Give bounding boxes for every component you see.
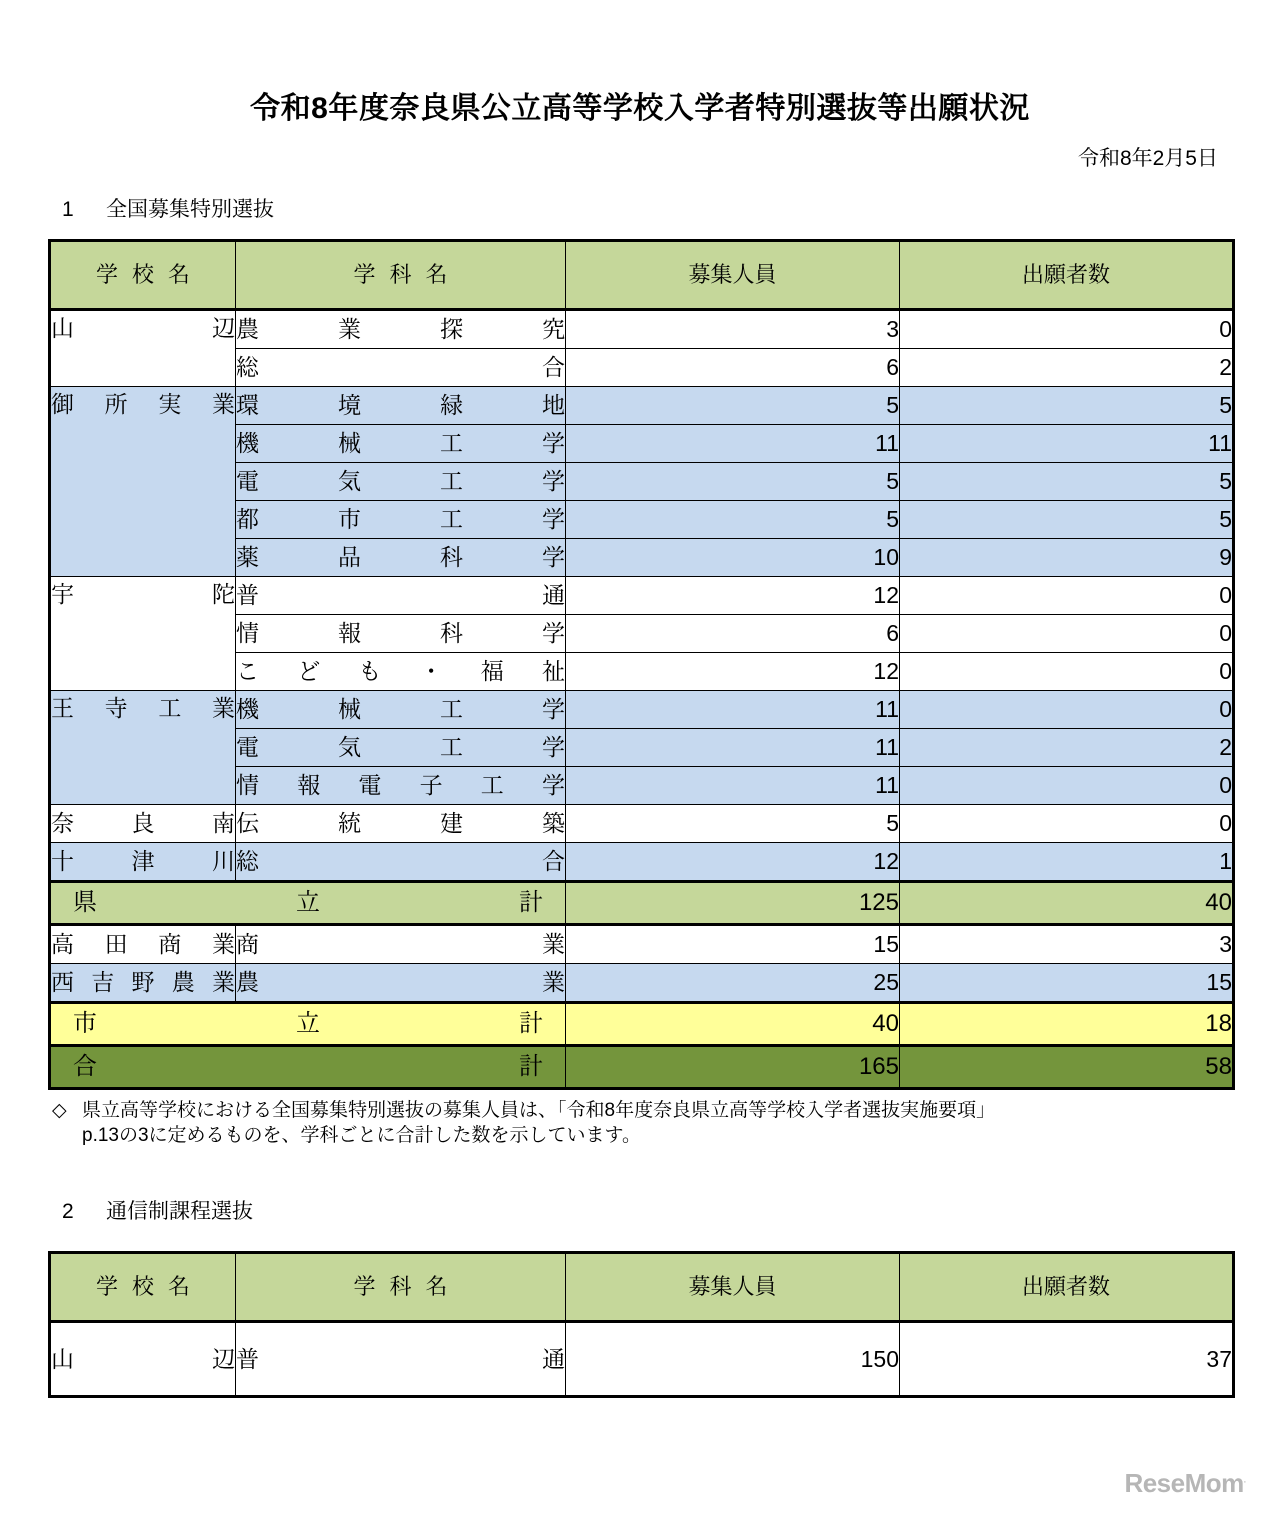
cell-quota: 11 <box>566 767 900 805</box>
cell-applicants: 0 <box>900 805 1234 843</box>
cell-department: 農 業 <box>236 964 566 1003</box>
prefectural-total-row <box>50 882 1234 925</box>
municipal-total-applicants: 18 <box>900 1003 1234 1046</box>
cell-applicants: 3 <box>900 925 1234 964</box>
cell-applicants: 5 <box>900 387 1234 425</box>
cell-applicants: 0 <box>900 653 1234 691</box>
footnote-line-1: 県立高等学校における全国募集特別選抜の募集人員は、「令和8年度奈良県立高等学校入学者選抜実施要項」 <box>82 1100 996 1122</box>
table-row <box>50 691 1234 729</box>
section-1-number: 1 <box>62 198 74 222</box>
cell-school: 十 津 川 <box>50 843 236 882</box>
spacer <box>0 221 1280 239</box>
table-row <box>50 925 1234 964</box>
cell-quota: 5 <box>566 463 900 501</box>
section-1-title: 全国募集特別選抜 <box>106 198 274 222</box>
grand-total-applicants: 58 <box>900 1046 1234 1089</box>
cell-quota: 12 <box>566 843 900 882</box>
prefectural-total-label: 県 立 計 <box>50 882 566 925</box>
cell-department: 薬 品 科 学 <box>236 539 566 577</box>
cell-school: 山 辺 <box>50 1322 236 1397</box>
column-header-department: 学科名 <box>236 241 566 310</box>
cell-quota: 6 <box>566 349 900 387</box>
section-1-table-wrap <box>0 239 1280 1090</box>
cell-quota: 12 <box>566 577 900 615</box>
cell-department: 商 業 <box>236 925 566 964</box>
section-2-table-wrap <box>0 1251 1280 1398</box>
table-row <box>50 1322 1234 1397</box>
cell-quota: 6 <box>566 615 900 653</box>
section-1-heading <box>0 170 1280 221</box>
document-title: 令和8年度奈良県公立高等学校入学者特別選抜等出願状況 <box>250 92 1030 125</box>
table-header-row <box>50 1253 1234 1322</box>
cell-applicants: 15 <box>900 964 1234 1003</box>
cell-school: 宇 陀 <box>50 577 236 691</box>
cell-department: 機 械 工 学 <box>236 691 566 729</box>
cell-department: 情 報 科 学 <box>236 615 566 653</box>
section-2-number: 2 <box>62 1200 74 1224</box>
cell-quota: 11 <box>566 691 900 729</box>
table-row <box>50 387 1234 425</box>
cell-school: 西 吉 野 農 業 <box>50 964 236 1003</box>
column-header-quota: 募集人員 <box>566 1253 900 1322</box>
cell-applicants: 0 <box>900 577 1234 615</box>
cell-applicants: 0 <box>900 310 1234 349</box>
footnote-line-2: p.13の3に定めるものを、学科ごとに合計した数を示しています。 <box>82 1125 642 1147</box>
spacer <box>0 1148 1280 1200</box>
column-header-applicants: 出願者数 <box>900 1253 1234 1322</box>
column-header-department: 学科名 <box>236 1253 566 1322</box>
correspondence-course-table <box>48 1251 1235 1398</box>
table-row <box>50 805 1234 843</box>
cell-applicants: 0 <box>900 767 1234 805</box>
cell-department: こ ど も ・ 福 祉 <box>236 653 566 691</box>
table-body <box>50 1322 1234 1397</box>
cell-department: 普 通 <box>236 1322 566 1397</box>
municipal-total-label: 市 立 計 <box>50 1003 566 1046</box>
column-header-applicants: 出願者数 <box>900 241 1234 310</box>
cell-applicants: 2 <box>900 729 1234 767</box>
cell-school: 高 田 商 業 <box>50 925 236 964</box>
grand-total-row <box>50 1046 1234 1089</box>
cell-applicants: 37 <box>900 1322 1234 1397</box>
cell-quota: 5 <box>566 805 900 843</box>
cell-applicants: 11 <box>900 425 1234 463</box>
watermark-suffix: . <box>1243 1475 1246 1485</box>
cell-department: 伝 統 建 築 <box>236 805 566 843</box>
table-row <box>50 843 1234 882</box>
cell-quota: 5 <box>566 501 900 539</box>
table-row <box>50 964 1234 1003</box>
cell-department: 都 市 工 学 <box>236 501 566 539</box>
document-date: 令和8年2月5日 <box>1077 147 1218 170</box>
cell-school: 御 所 実 業 <box>50 387 236 577</box>
cell-quota: 11 <box>566 425 900 463</box>
footnote-mark: ◇ <box>52 1100 67 1122</box>
special-selection-table <box>48 239 1235 1090</box>
prefectural-total-quota: 125 <box>566 882 900 925</box>
cell-applicants: 5 <box>900 463 1234 501</box>
prefectural-total-applicants: 40 <box>900 882 1234 925</box>
column-header-school: 学校名 <box>50 1253 236 1322</box>
cell-department: 電 気 工 学 <box>236 729 566 767</box>
cell-applicants: 0 <box>900 691 1234 729</box>
cell-department: 電 気 工 学 <box>236 463 566 501</box>
table-row <box>50 310 1234 349</box>
column-header-school: 学校名 <box>50 241 236 310</box>
cell-quota: 3 <box>566 310 900 349</box>
cell-quota: 150 <box>566 1322 900 1397</box>
section-2-heading <box>0 1200 1280 1223</box>
table-row <box>50 577 1234 615</box>
cell-department: 農 業 探 究 <box>236 310 566 349</box>
grand-total-label: 合 計 <box>50 1046 566 1089</box>
cell-applicants: 5 <box>900 501 1234 539</box>
table-header-row <box>50 241 1234 310</box>
cell-quota: 11 <box>566 729 900 767</box>
grand-total-quota: 165 <box>566 1046 900 1089</box>
cell-department: 総 合 <box>236 349 566 387</box>
cell-quota: 10 <box>566 539 900 577</box>
cell-department: 総 合 <box>236 843 566 882</box>
cell-school: 奈 良 南 <box>50 805 236 843</box>
cell-department: 普 通 <box>236 577 566 615</box>
cell-quota: 12 <box>566 653 900 691</box>
municipal-total-row <box>50 1003 1234 1046</box>
cell-department: 機 械 工 学 <box>236 425 566 463</box>
cell-applicants: 1 <box>900 843 1234 882</box>
spacer <box>0 1223 1280 1251</box>
cell-applicants: 9 <box>900 539 1234 577</box>
cell-applicants: 0 <box>900 615 1234 653</box>
cell-quota: 15 <box>566 925 900 964</box>
cell-school: 王 寺 工 業 <box>50 691 236 805</box>
cell-quota: 5 <box>566 387 900 425</box>
resemom-watermark <box>1124 1468 1246 1499</box>
table-body <box>50 310 1234 1089</box>
municipal-total-quota: 40 <box>566 1003 900 1046</box>
cell-quota: 25 <box>566 964 900 1003</box>
cell-department: 環 境 緑 地 <box>236 387 566 425</box>
cell-department: 情 報 電 子 工 学 <box>236 767 566 805</box>
section-2-title: 通信制課程選抜 <box>106 1200 253 1224</box>
section-1-footnote <box>0 1090 1280 1148</box>
cell-applicants: 2 <box>900 349 1234 387</box>
column-header-quota: 募集人員 <box>566 241 900 310</box>
cell-school: 山 辺 <box>50 310 236 387</box>
watermark-text: ReseMom <box>1124 1468 1244 1498</box>
